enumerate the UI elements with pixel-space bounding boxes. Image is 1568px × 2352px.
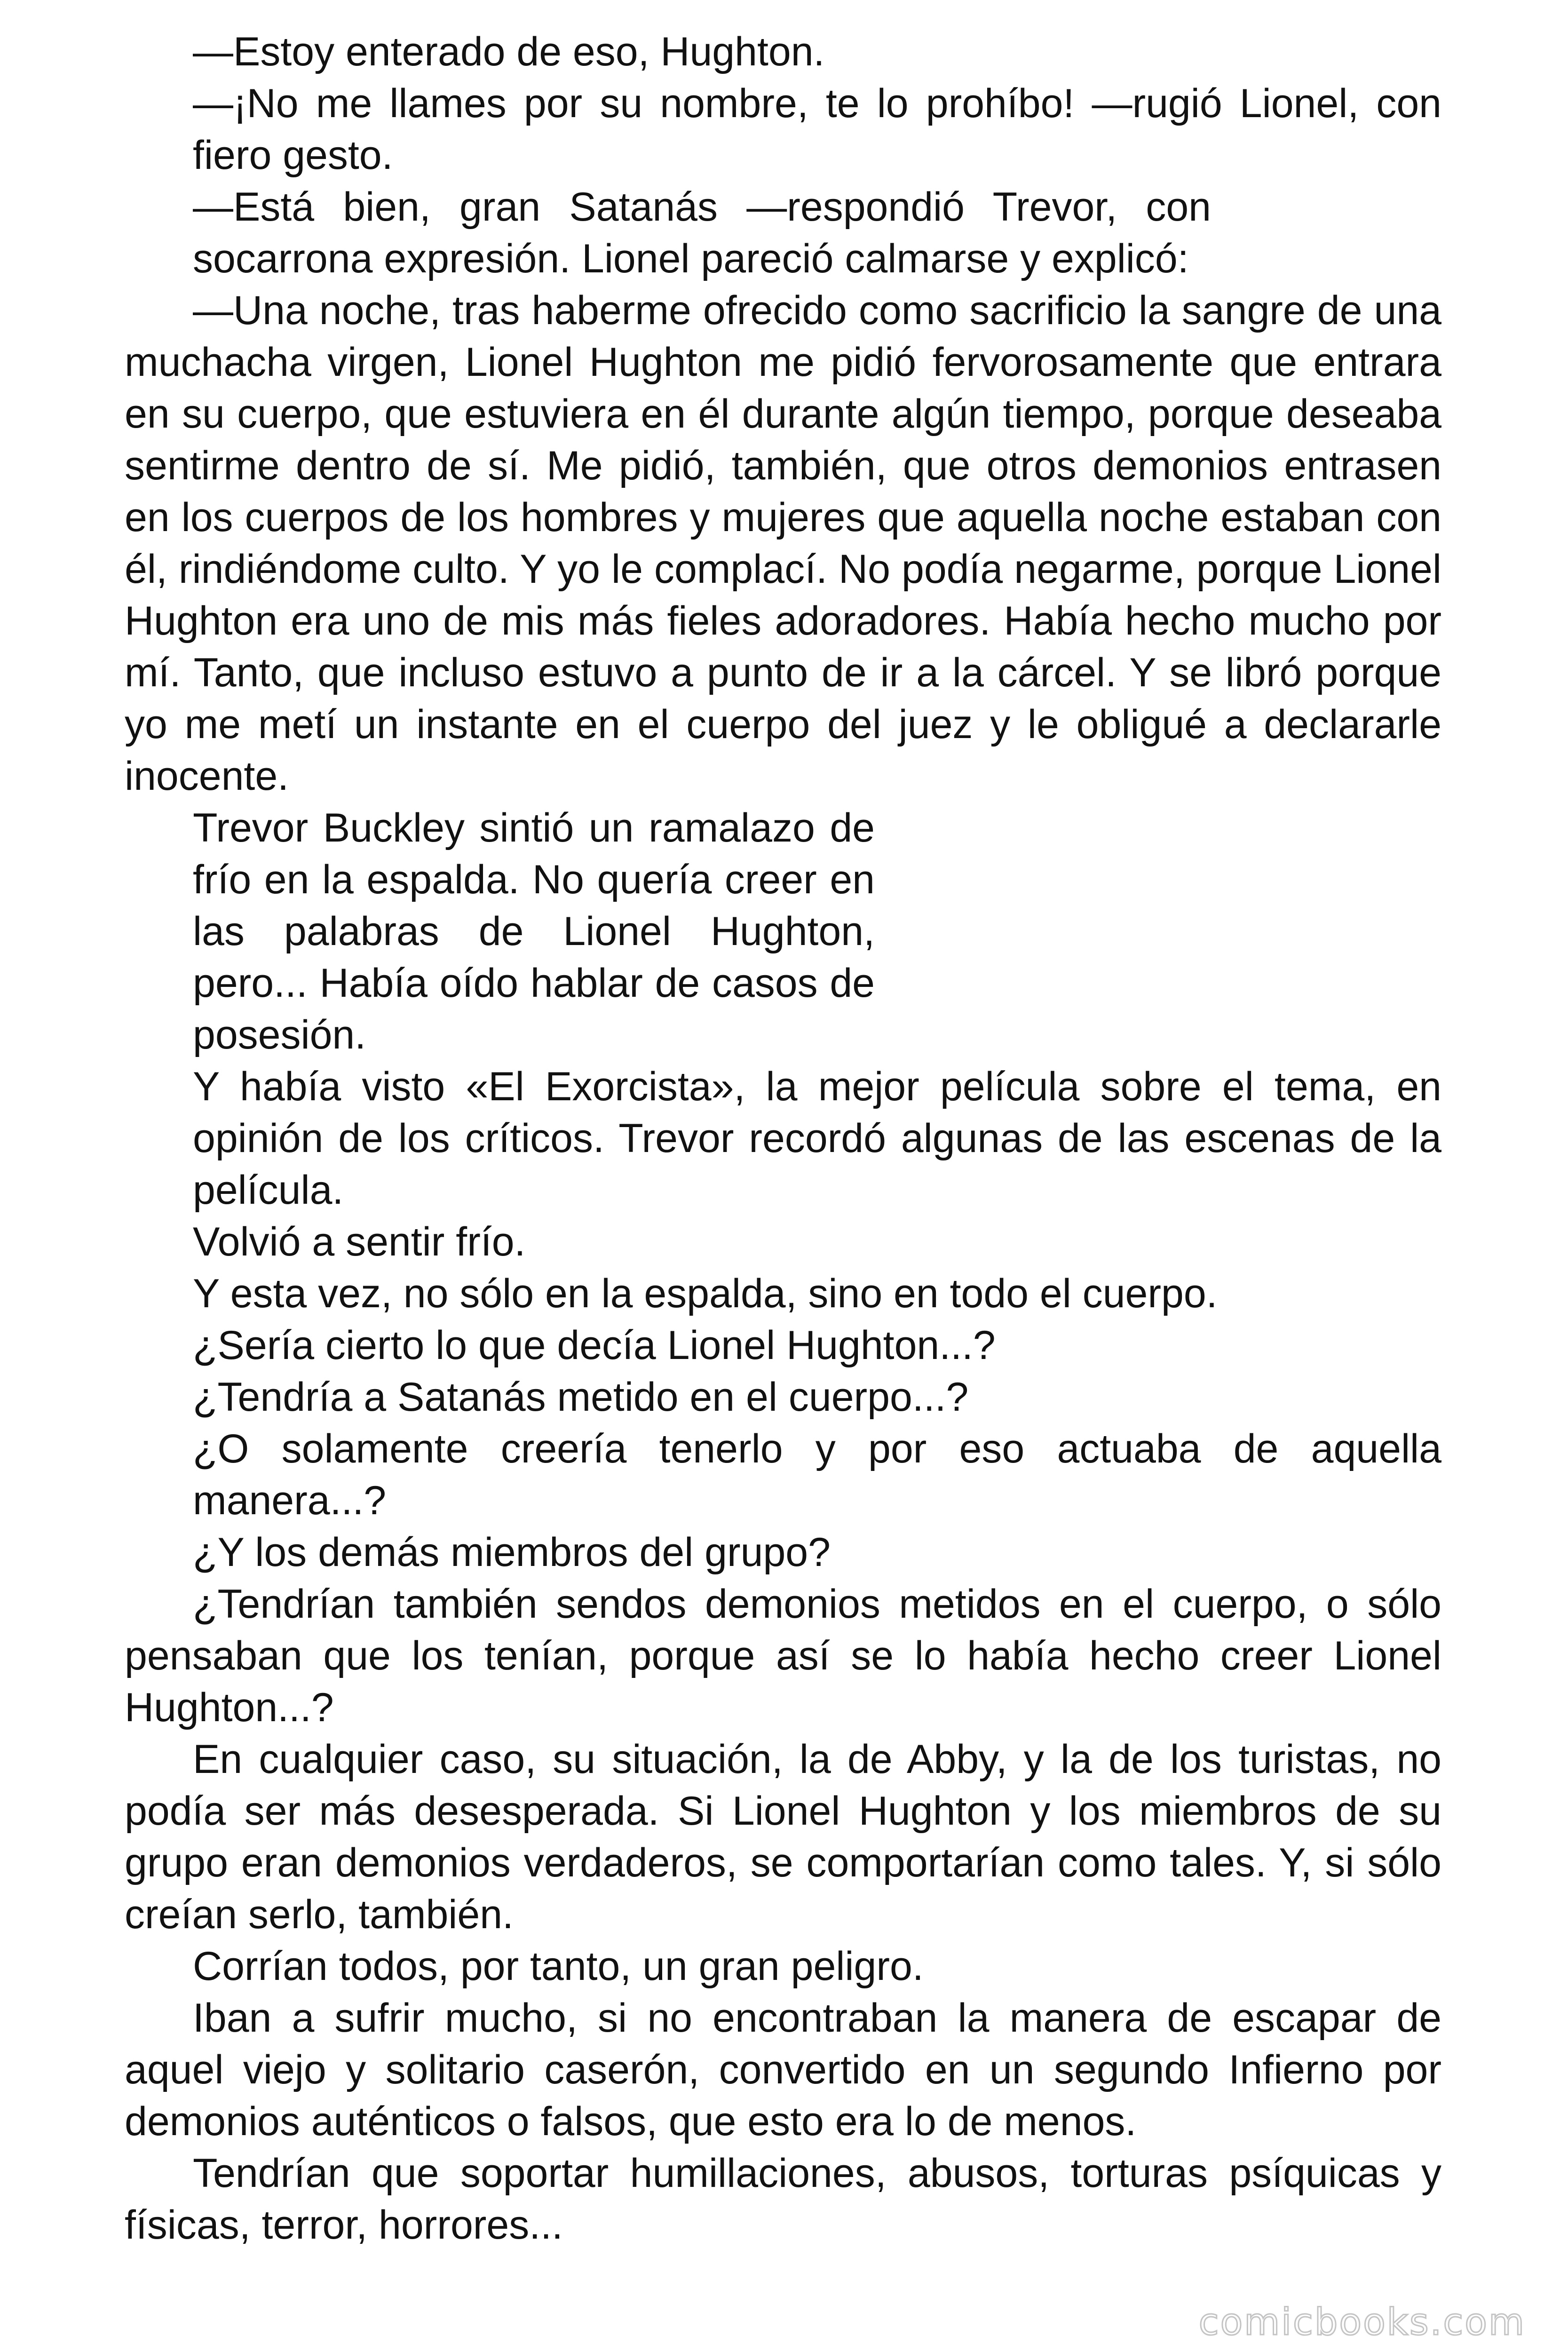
paragraph: ¿Sería cierto lo que decía Lionel Hughton...? xyxy=(193,1323,996,1368)
paragraph: Iban a sufrir mucho, si no encontraban la manera de escapar de aquel viejo y solitario caserón, convertido en un segundo Infierno por demonios auténticos o falsos, que esto era lo de menos. xyxy=(125,1995,1441,2144)
paragraph: ¿Tendrían también sendos demonios metidos en el cuerpo, o sólo pensaban que los tenían, porque así se lo había hecho creer Lionel Hughton...? xyxy=(125,1581,1441,1730)
paragraph: ¿O solamente creería tenerlo y por eso actuaba de aquella manera...? xyxy=(193,1426,1441,1523)
paragraph: ¿Y los demás miembros del grupo? xyxy=(193,1530,831,1575)
paragraph: ¿Tendría a Satanás metido en el cuerpo...? xyxy=(193,1375,969,1420)
paragraph: Y esta vez, no sólo en la espalda, sino en todo el cuerpo. xyxy=(193,1271,1218,1316)
paragraph: —Estoy enterado de eso, Hughton. xyxy=(193,29,825,74)
paragraph: En cualquier caso, su situación, la de Abby, y la de los turistas, no podía ser más desesperada. Si Lionel Hughton y los miembros de su grupo eran demonios verdaderos, se comportarían como tales. Y, si sólo creían serlo, también. xyxy=(125,1737,1441,1937)
paragraph: Y había visto «El Exorcista», la mejor película sobre el tema, en opinión de los críticos. Trevor recordó algunas de las escenas de la película. xyxy=(193,1064,1441,1213)
paragraph: Volvió a sentir frío. xyxy=(193,1219,526,1264)
paragraph: —¡No me llames por su nombre, te lo prohíbo! —rugió Lionel, con fiero gesto. xyxy=(193,81,1441,178)
paragraph: —Está bien, gran Satanás —respondió Trevor, con socarrona expresión. Lionel pareció calmarse y explicó: xyxy=(193,184,1211,281)
paragraph: Trevor Buckley sintió un ramalazo de frío en la espalda. No quería creer en las palabras de Lionel Hughton, pero... Había oído hablar de casos de posesión. xyxy=(193,805,875,1057)
page-body xyxy=(125,26,1441,2251)
paragraph: Tendrían que soportar humillaciones, abusos, torturas psíquicas y físicas, terror, horrores... xyxy=(125,2151,1441,2248)
paragraph: Corrían todos, por tanto, un gran peligro. xyxy=(193,1944,924,1989)
watermark: comicbooks.com xyxy=(1198,2301,1526,2344)
paragraph: —Una noche, tras haberme ofrecido como sacrificio la sangre de una muchacha virgen, Lionel Hughton me pidió fervorosamente que entrara en su cuerpo, que estuviera en él durante algún tiempo, porque deseaba sentirme dentro de sí. Me pidió, también, que otros demonios entrasen en los cuerpos de los hombres y mujeres que aquella noche estaban con él, rindiéndome culto. Y yo le complací. No podía negarme, porque Lionel Hughton era uno de mis más fieles adoradores. Había hecho mucho por mí. Tanto, que incluso estuvo a punto de ir a la cárcel. Y se libró porque yo me metí un instante en el cuerpo del juez y le obligué a declararle inocente. xyxy=(125,288,1441,799)
